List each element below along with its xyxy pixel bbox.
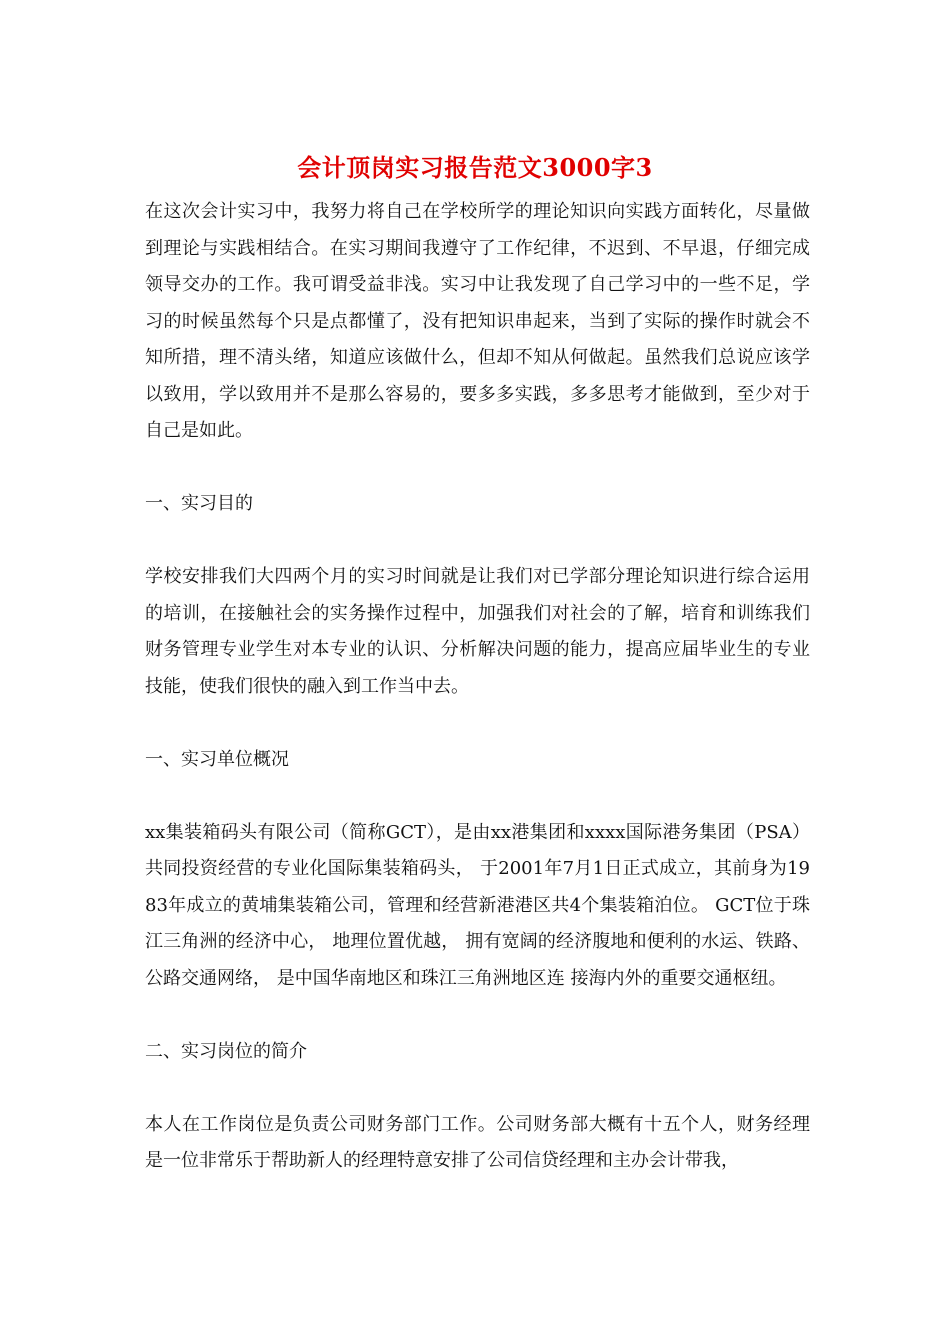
section-text-company: xx集装箱码头有限公司（简称GCT），是由xx港集团和xxxx国际港务集团（PSA） 共同投资经营的专业化国际集装箱码头， 于2001年7月1日正式成立，其前身为1983年成立的黄埔集装箱公司，管理和经营新港港区共4个集装箱泊位。 GCT位于珠江三角洲的经济中心， 地理位置优越， 拥有宽阔的经济腹地和便利的水运、铁路、公路交通网络， 是中国华南地区和珠江三角洲地区连 接海内外的重要交通枢纽。 — [145, 821, 810, 989]
section-heading-position: 二、实习岗位的简介 — [145, 1040, 307, 1062]
section-heading-purpose: 一、实习目的 — [145, 493, 253, 514]
document-title: 会计顶岗实习报告范文3000字3 — [297, 153, 653, 182]
paragraph-gap — [145, 523, 810, 560]
paragraph-gap — [145, 450, 810, 487]
section-heading-company: 一、实习单位概况 — [145, 748, 289, 770]
intro-paragraph: 在这次会计实习中，我努力将自己在学校所学的理论知识向实践方面转化，尽量做到理论与实践相结合。在实习期间我遵守了工作纪律，不迟到、不早退，仔细完成领导交办的工作。我可谓受益非浅。实习中让我发现了自己学习中的一些不足，学习的时候虽然每个只是点都懂了，没有把知识串起来，当到了实际的操作时就会不知所措，理不清头绪，知道应该做什么，但却不知从何做起。虽然我们总说应该学以致用，学以致用并不是那么容易的，要多多实践，多多思考才能做到，至少对于自己是如此。 — [145, 201, 810, 441]
paragraph-gap — [145, 1070, 810, 1107]
section-text-position: 本人在工作岗位是负责公司财务部门工作。公司财务部大概有十五个人，财务经理是一位非常乐于帮助新人的经理特意安排了公司信贷经理和主办会计带我， — [145, 1113, 810, 1171]
paragraph-gap — [145, 997, 810, 1034]
section-text-purpose: 学校安排我们大四两个月的实习时间就是让我们对已学部分理论知识进行综合运用的培训，在接触社会的实务操作过程中，加强我们对社会的了解，培育和训练我们财务管理专业学生对本专业的认识、分析解决问题的能力，提高应届毕业生的专业技能，使我们很快的融入到工作当中去。 — [145, 566, 810, 697]
document-body — [145, 194, 810, 1180]
paragraph-gap — [145, 705, 810, 742]
paragraph-gap — [145, 778, 810, 815]
